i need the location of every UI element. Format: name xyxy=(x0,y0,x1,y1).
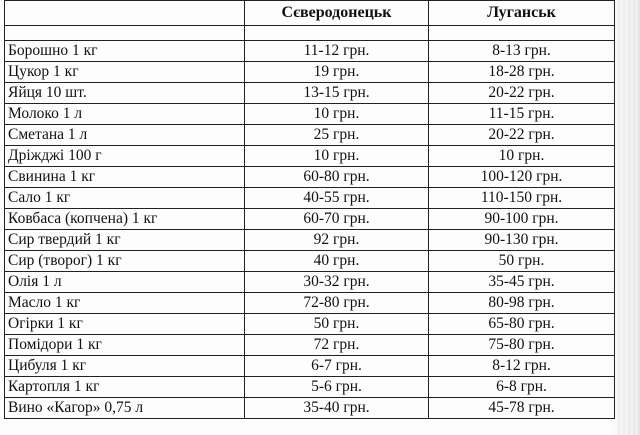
table-row xyxy=(5,125,615,146)
product-name-cell: Борошно 1 кг xyxy=(5,41,245,62)
product-name-cell: Масло 1 кг xyxy=(5,293,245,314)
table-row xyxy=(5,230,615,251)
severodonetsk-price-cell: 11-12 грн. xyxy=(245,41,429,62)
severodonetsk-price-cell: 13-15 грн. xyxy=(245,83,429,104)
luhansk-price-cell: 6-8 грн. xyxy=(429,377,615,398)
severodonetsk-price-cell: 92 грн. xyxy=(245,230,429,251)
product-name-cell: Помідори 1 кг xyxy=(5,335,245,356)
luhansk-price-cell: 110-150 грн. xyxy=(429,188,615,209)
severodonetsk-price-cell: 72 грн. xyxy=(245,335,429,356)
severodonetsk-price-cell: 40-55 грн. xyxy=(245,188,429,209)
product-name-cell: Цукор 1 кг xyxy=(5,62,245,83)
product-name-cell: Свинина 1 кг xyxy=(5,167,245,188)
luhansk-price-cell: 8-13 грн. xyxy=(429,41,615,62)
severodonetsk-price-cell: 10 грн. xyxy=(245,146,429,167)
product-name-cell: Сало 1 кг xyxy=(5,188,245,209)
product-name-cell: Сир твердий 1 кг xyxy=(5,230,245,251)
luhansk-price-cell: 8-12 грн. xyxy=(429,356,615,377)
luhansk-price-cell: 18-28 грн. xyxy=(429,62,615,83)
product-name-cell: Цибуля 1 кг xyxy=(5,356,245,377)
table-row xyxy=(5,335,615,356)
luhansk-price-cell: 50 грн. xyxy=(429,251,615,272)
product-name-cell: Ковбаса (копчена) 1 кг xyxy=(5,209,245,230)
table-row xyxy=(5,188,615,209)
luhansk-price-cell: 90-100 грн. xyxy=(429,209,615,230)
table-row xyxy=(5,272,615,293)
luhansk-price-cell: 35-45 грн. xyxy=(429,272,615,293)
table-row xyxy=(5,209,615,230)
product-name-cell: Вино «Кагор» 0,75 л xyxy=(5,398,245,419)
table-row xyxy=(5,398,615,419)
luhansk-price-cell: 75-80 грн. xyxy=(429,335,615,356)
luhansk-price-cell: 80-98 грн. xyxy=(429,293,615,314)
severodonetsk-price-cell: 19 грн. xyxy=(245,62,429,83)
table-row xyxy=(5,167,615,188)
table-row xyxy=(5,83,615,104)
luhansk-price-cell: 90-130 грн. xyxy=(429,230,615,251)
table-row xyxy=(5,377,615,398)
price-comparison-table xyxy=(4,0,615,419)
severodonetsk-price-cell: 60-80 грн. xyxy=(245,167,429,188)
severodonetsk-price-cell: 40 грн. xyxy=(245,251,429,272)
table-header xyxy=(5,1,615,26)
table-row xyxy=(5,356,615,377)
product-name-cell: Молоко 1 л xyxy=(5,104,245,125)
severodonetsk-price-cell: 50 грн. xyxy=(245,314,429,335)
table-row xyxy=(5,146,615,167)
header-severodonetsk: Сєверодонецьк xyxy=(245,1,429,26)
header-row xyxy=(5,1,615,26)
page-edge-bleed xyxy=(618,0,640,435)
product-name-cell: Олія 1 л xyxy=(5,272,245,293)
header-item-column xyxy=(5,1,245,26)
product-name-cell: Картопля 1 кг xyxy=(5,377,245,398)
header-luhansk: Луганськ xyxy=(429,1,615,26)
product-name-cell: Огірки 1 кг xyxy=(5,314,245,335)
empty-cell xyxy=(245,26,429,41)
severodonetsk-price-cell: 5-6 грн. xyxy=(245,377,429,398)
table-row xyxy=(5,251,615,272)
empty-row xyxy=(5,26,615,41)
product-name-cell: Яйця 10 шт. xyxy=(5,83,245,104)
luhansk-price-cell: 65-80 грн. xyxy=(429,314,615,335)
severodonetsk-price-cell: 60-70 грн. xyxy=(245,209,429,230)
luhansk-price-cell: 20-22 грн. xyxy=(429,125,615,146)
product-name-cell: Сметана 1 л xyxy=(5,125,245,146)
severodonetsk-price-cell: 10 грн. xyxy=(245,104,429,125)
luhansk-price-cell: 45-78 грн. xyxy=(429,398,615,419)
severodonetsk-price-cell: 35-40 грн. xyxy=(245,398,429,419)
table-row xyxy=(5,104,615,125)
luhansk-price-cell: 100-120 грн. xyxy=(429,167,615,188)
empty-cell xyxy=(429,26,615,41)
severodonetsk-price-cell: 25 грн. xyxy=(245,125,429,146)
luhansk-price-cell: 10 грн. xyxy=(429,146,615,167)
table-row xyxy=(5,293,615,314)
product-name-cell: Сир (творог) 1 кг xyxy=(5,251,245,272)
table-row xyxy=(5,314,615,335)
table-body xyxy=(5,26,615,419)
empty-cell xyxy=(5,26,245,41)
severodonetsk-price-cell: 72-80 грн. xyxy=(245,293,429,314)
table-row xyxy=(5,41,615,62)
product-name-cell: Дріжджі 100 г xyxy=(5,146,245,167)
severodonetsk-price-cell: 6-7 грн. xyxy=(245,356,429,377)
table-row xyxy=(5,62,615,83)
luhansk-price-cell: 20-22 грн. xyxy=(429,83,615,104)
severodonetsk-price-cell: 30-32 грн. xyxy=(245,272,429,293)
luhansk-price-cell: 11-15 грн. xyxy=(429,104,615,125)
